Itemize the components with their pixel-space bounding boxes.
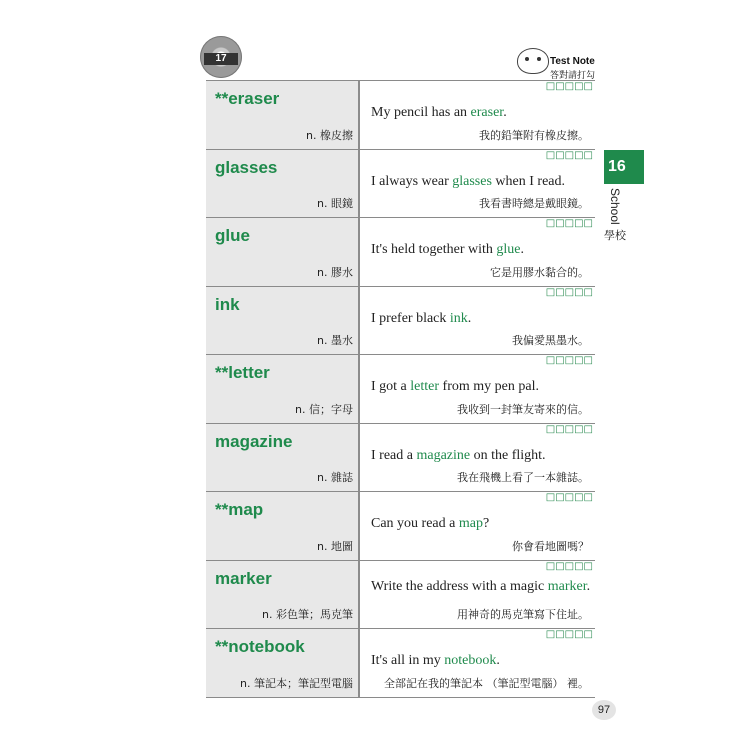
- word-cell: [206, 287, 360, 355]
- example-cell: [360, 287, 595, 355]
- sentence-text: Write the address with a magic: [371, 578, 548, 594]
- vocab-word: **notebook: [215, 637, 305, 656]
- check-boxes[interactable]: □□□□□: [545, 81, 593, 92]
- vocab-row: [206, 423, 595, 492]
- part-of-speech: n. 地圖: [317, 539, 353, 553]
- sentence-text: It's all in my: [371, 653, 445, 668]
- translation: 我偏愛黑墨水。: [512, 334, 589, 347]
- part-of-speech: n. 彩色筆；馬克筆: [262, 608, 353, 621]
- highlighted-word: notebook: [444, 653, 497, 668]
- sentence-text: .: [586, 578, 591, 594]
- vocab-word: glue: [215, 226, 250, 245]
- highlighted-word: letter: [410, 379, 440, 394]
- word-cell: [206, 492, 360, 560]
- part-of-speech: n. 信；字母: [295, 402, 353, 416]
- example-cell: [360, 355, 595, 423]
- logo-title: Test Note: [550, 56, 595, 67]
- chapter-title-chinese: 學校: [604, 229, 626, 242]
- vocab-row: [206, 628, 595, 698]
- translation: 它是用膠水黏合的。: [490, 265, 589, 279]
- sentence-text: ?: [482, 516, 490, 531]
- translation: 全部記在我的筆記本 （筆記型電腦） 裡。: [384, 676, 589, 690]
- check-boxes[interactable]: □□□□□: [545, 423, 593, 435]
- word-cell: [206, 81, 360, 149]
- sentence-text: I got a: [371, 379, 411, 394]
- vocab-row: [206, 80, 595, 149]
- sentence-text: It's held together with: [371, 242, 497, 257]
- word-cell: [206, 218, 360, 286]
- highlighted-word: ink: [449, 310, 468, 326]
- chapter-tab: 16: [604, 150, 644, 184]
- word-cell: [206, 355, 360, 423]
- check-boxes[interactable]: □□□□□: [545, 149, 593, 161]
- translation: 用神奇的馬克筆寫下住址。: [457, 608, 589, 621]
- sentence-text: My pencil has an: [371, 105, 471, 120]
- highlighted-word: map: [458, 516, 483, 531]
- sentence-text: I always wear: [371, 173, 453, 189]
- vocab-word: **letter: [215, 363, 270, 382]
- highlighted-word: glue: [496, 242, 521, 257]
- example-cell: [360, 150, 595, 218]
- sentence-text: Can you read a: [371, 516, 459, 531]
- example-cell: [360, 218, 595, 286]
- sentence-text: .: [496, 653, 500, 668]
- example-sentence: [371, 577, 591, 596]
- part-of-speech: n. 墨水: [317, 334, 353, 347]
- sentence-text: on the flight.: [470, 447, 546, 463]
- example-sentence: [371, 651, 591, 670]
- example-sentence: [371, 514, 591, 533]
- word-cell: [206, 629, 360, 697]
- vocab-word: magazine: [215, 431, 293, 451]
- sentence-text: from my pen pal.: [439, 379, 539, 394]
- bear-face-icon: [517, 48, 549, 74]
- vocab-row: [206, 560, 595, 629]
- vocabulary-table: [206, 80, 595, 698]
- check-boxes[interactable]: □□□□□: [545, 629, 593, 640]
- example-sentence: [371, 172, 591, 191]
- vocab-row: [206, 149, 595, 218]
- example-sentence: [371, 446, 591, 465]
- highlighted-word: marker: [547, 578, 587, 594]
- vocab-row: [206, 217, 595, 286]
- part-of-speech: n. 雜誌: [317, 471, 353, 484]
- example-cell: [360, 81, 595, 149]
- sentence-text: I prefer black: [371, 310, 450, 326]
- sentence-text: .: [520, 242, 524, 257]
- example-sentence: [371, 240, 591, 259]
- sentence-text: when I read.: [491, 173, 565, 189]
- part-of-speech: n. 橡皮擦: [306, 128, 353, 142]
- check-boxes[interactable]: □□□□□: [545, 355, 593, 366]
- word-cell: [206, 424, 360, 492]
- page-number: 97: [592, 700, 616, 720]
- translation: 我收到一封筆友寄來的信。: [457, 402, 589, 416]
- chapter-title-english: School: [608, 188, 622, 225]
- part-of-speech: n. 膠水: [317, 265, 353, 279]
- translation: 我的鉛筆附有橡皮擦。: [479, 128, 589, 142]
- word-cell: [206, 561, 360, 629]
- vocab-row: [206, 286, 595, 355]
- word-cell: [206, 150, 360, 218]
- example-sentence: [371, 377, 591, 396]
- logo-subtitle: 答對請打勾: [550, 71, 596, 81]
- example-cell: [360, 424, 595, 492]
- check-boxes[interactable]: □□□□□: [545, 286, 593, 298]
- test-note-logo: [517, 42, 597, 82]
- vocab-word: **eraser: [215, 89, 280, 108]
- sentence-text: I read a: [371, 447, 417, 463]
- check-boxes[interactable]: □□□□□: [545, 218, 593, 229]
- part-of-speech: n. 眼鏡: [317, 197, 353, 210]
- highlighted-word: glasses: [452, 173, 492, 189]
- translation: 我看書時總是戴眼鏡。: [479, 197, 589, 210]
- sentence-text: .: [467, 310, 472, 326]
- translation: 你會看地圖嗎？: [512, 539, 589, 553]
- part-of-speech: n. 筆記本；筆記型電腦: [240, 676, 353, 690]
- chapter-label: [604, 188, 626, 243]
- example-sentence: [371, 103, 591, 122]
- highlighted-word: magazine: [416, 447, 471, 463]
- vocab-word: glasses: [215, 157, 278, 177]
- example-cell: [360, 492, 595, 560]
- sentence-text: .: [503, 105, 507, 120]
- check-boxes[interactable]: □□□□□: [545, 560, 593, 572]
- example-cell: [360, 561, 595, 629]
- check-boxes[interactable]: □□□□□: [545, 492, 593, 503]
- highlighted-word: eraser: [470, 105, 504, 120]
- example-cell: [360, 629, 595, 697]
- vocab-row: [206, 491, 595, 560]
- translation: 我在飛機上看了一本雜誌。: [457, 471, 589, 484]
- example-sentence: [371, 309, 591, 328]
- vocab-row: [206, 354, 595, 423]
- vocab-word: marker: [215, 568, 272, 588]
- vocab-word: ink: [215, 294, 240, 314]
- vocab-word: **map: [215, 500, 264, 519]
- track-number: 17: [204, 53, 238, 65]
